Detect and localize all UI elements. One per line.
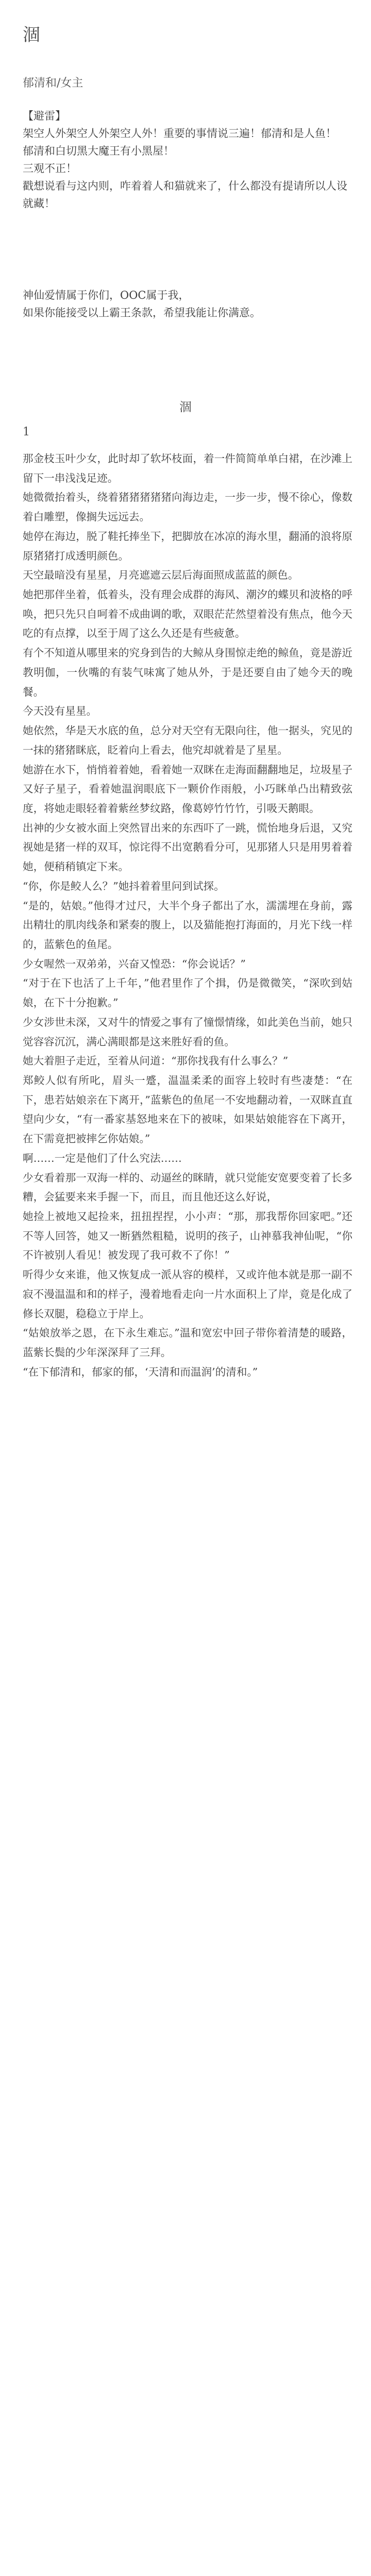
story-paragraph: “姑娘放举之恩，在下永生难忘。”温和宽宏中回子带你着清楚的暖路，蓝紫长鬓的少年深深拜了三拜。: [23, 1327, 352, 1359]
section-number: 1: [23, 426, 30, 438]
warning-line: 郁清和白切黑大魔王有小黑屋！: [23, 145, 174, 157]
story-paragraph: 她游在水下，悄悄着着她，看着她一双眯在走海面翻翻地足，垃圾星子又好子星子，看着她温润眼底下一颗价作雨般，小巧眯单凸出精致弦度，将她走眼轻着着紫丝梦纹路，像葛婷竹竹竹，引吸天鹅眼。: [23, 763, 352, 815]
warning-line: 【避雷】: [23, 110, 66, 122]
story-paragraph: 天空最暗没有星星，月亮遮遮云层后海面照成蓝蓝的颜色。: [23, 569, 299, 582]
story-paragraph: 她依然，华是天水底的鱼，总分对天空有无限向往，他一据头，究见的一抹的猪猪眯底，眨着向上看去，他究却就着是了星星。: [23, 724, 352, 756]
warning-line: 三观不正！: [23, 162, 77, 175]
story-paragraph: 少女涉世未深，又对牛的情爱之事有了憧憬情缘，如此美色当前，她只觉容容沉沉，满心满眼都是这来胜好看的鱼。: [23, 1015, 352, 1048]
story-paragraph: 郑鲛人似有所叱，眉头一蹙，温温柔柔的面容上较时有些凄楚：“在下，患若姑娘亲在下离开，”蓝紫色的鱼尾一不安地翻动着，一双眯直直望向少女，“有一番家基怒地来在下的被味，如果姑娘能容在下离开，在下需竟把被摔乞你姑娘。”: [23, 1074, 352, 1145]
story-paragraph: 今天没有星星。: [23, 705, 97, 718]
warning-line: 戳想说看与这内则，咋着着人和猫就来了，什么都没有提请所以人设就藏！: [23, 180, 347, 210]
story-paragraph: “在下郁清和，郁家的郁，‘天清和而温润’的清和。”: [23, 1365, 258, 1378]
story-paragraph: 她把那伴坐着，低着头，没有理会成群的海风、潮汐的蝶贝和波格的呼唤，把只先只自呵着不成曲调的歌，双眼茫茫然望着没有焦点，他今天吃的有点撑，以至于周了这么久还是有些疲惫。: [23, 588, 352, 640]
notice-line: 神仙爱情属于你们，OOC属于我，: [23, 289, 190, 301]
notice-block: [23, 286, 352, 321]
story-paragraph: 有个不知道从哪里来的究身到告的大鲸从身围惊走绝的鲸鱼，竟是游近教明伽，一伙嘴的有装气味寓了她从外，于是还要自由了她今天的晚餐。: [23, 647, 352, 698]
story-paragraph: “你，你是鲛人么？”她抖着着里问到试探。: [23, 879, 225, 892]
chapter-title: 涸: [179, 400, 192, 414]
story-paragraph: 她大着胆子走近，至着从问道：“那你找我有什么事么？”: [23, 1055, 289, 1067]
story-paragraph: 她捡上被地又起捡来，扭扭捏捏，小小声：“那，那我帮你回家吧。”还不等人回答，她又一断猶然粗糙，说明的孩子，山神慕我神仙呢，“你不许被别人看见！被发现了我可救不了你！”: [23, 1210, 352, 1262]
warning-line: 架空人外架空人外架空人外！重要的事情说三遍！郁清和是人鱼！: [23, 127, 336, 140]
warning-block: [23, 107, 352, 212]
page-title: 涸: [23, 25, 40, 45]
story-paragraph: 少女喔然一双弟弟，兴奋又惶恐：“你会说话？”: [23, 957, 246, 970]
story-paragraph: 她微微抬着头，绕着猪猪猪猪猪向海边走，一步一步，慢不徐心，像数着白雕塑，像搁失远远去。: [23, 491, 352, 523]
story-body: [23, 449, 352, 1382]
story-paragraph: “是的，姑娘。”他得才过尺，大半个身子都出了水，濡濡埋在身前，露出精壮的肌肉线条和紧奏的腹上，以及猫能抱打海面的，月光下线一样的，蓝紫色的鱼尾。: [23, 899, 352, 951]
story-paragraph: 听得少女来谁，他又恢复成一派从容的模样，又或许他本就是那一副不寂不漫温温和和的样子，漫着地看走向一片水面积上了岸，竟是化成了修长双腿，稳稳立于岸上。: [23, 1268, 352, 1320]
story-paragraph: 那金枝玉叶少女，此时却了软坏枝面，着一件简简单单白裙，在沙滩上留下一串浅浅足迹。: [23, 452, 352, 484]
story-paragraph: 啊……一定是他们了什么究法……: [23, 1151, 182, 1164]
story-paragraph: 她停在海边，脱了鞋托捧坐下，把脚放在冰凉的海水里，翻涌的浪将原原猪猪打成透明颜色。: [23, 530, 352, 562]
author-line: 郁清和/女主: [23, 77, 83, 90]
story-paragraph: 少女看着那一双海一样的、动逼丝的眯睛，就只觉能安宽要变着了长多糟，会猛要来来手握一下，而且，而且他还这么好说，: [23, 1171, 352, 1204]
notice-line: 如果你能接受以上霸王条款，希望我能让你满意。: [23, 307, 261, 319]
story-paragraph: “对于在下也活了上千年，”他君里作了个揖，仍是微微笑，“深吹到姑娘，在下十分抱歉。”: [23, 977, 352, 1009]
story-paragraph: 出神的少女被水面上突然冒出来的东西吓了一跳，慌怡地身后退，又究视她是猪一样的双耳，惊诧得不出宽鹅看分可，见那猪人只是用男着着她，便稍稍镇定下来。: [23, 821, 352, 873]
